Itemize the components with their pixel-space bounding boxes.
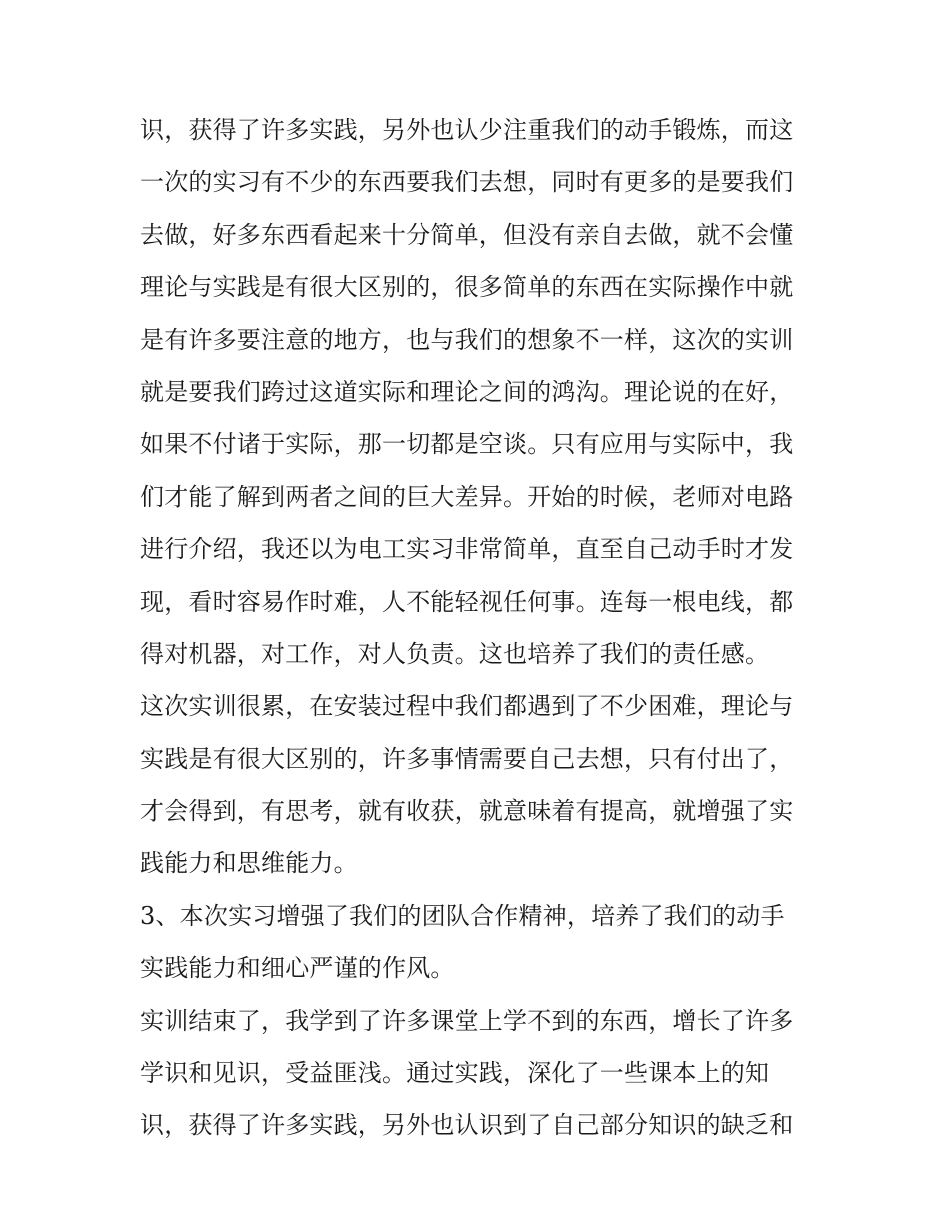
text-line: 践能力和思维能力。 <box>140 849 358 878</box>
text-line: 如果不付诸于实际，那一切都是空谈。只有应用与实际中，我 <box>140 430 794 459</box>
text-line: 识，获得了许多实践，另外也认少注重我们的动手锻炼，而这 <box>140 116 794 144</box>
text-line: 3、本次实习增强了我们的团队合作精神，培养了我们的动手 <box>140 901 785 930</box>
text-line: 去做，好多东西看起来十分简单，但没有亲自去做，就不会懂 <box>140 220 794 249</box>
text-line: 实训结束了，我学到了许多课堂上学不到的东西，增长了许多 <box>140 1006 794 1035</box>
text-line: 理论与实践是有很大区别的，很多简单的东西在实际操作中就 <box>140 273 794 302</box>
text-line: 就是要我们跨过这道实际和理论之间的鸿沟。理论说的在好， <box>140 377 794 406</box>
text-line: 这次实训很累，在安装过程中我们都遇到了不少困难，理论与 <box>140 692 794 721</box>
text-line: 才会得到，有思考，就有收获，就意味着有提高，就增强了实 <box>140 797 794 826</box>
text-line: 进行介绍，我还以为电工实习非常简单，直至自己动手时才发 <box>140 535 794 564</box>
text-line: 们才能了解到两者之间的巨大差异。开始的时候，老师对电路 <box>140 482 794 511</box>
text-line: 学识和见识，受益匪浅。通过实践，深化了一些课本上的知 <box>140 1059 770 1088</box>
text-line: 实践是有很大区别的，许多事情需要自己去想，只有付出了， <box>140 744 794 773</box>
text-line: 现，看时容易作时难，人不能轻视任何事。连每一根电线，都 <box>140 587 794 616</box>
text-line: 识，获得了许多实践，另外也认识到了自己部分知识的缺乏和 <box>140 1111 794 1140</box>
text-line: 得对机器，对工作，对人负责。这也培养了我们的责任感。 <box>140 639 770 668</box>
text-line: 实践能力和细心严谨的作风。 <box>140 954 455 983</box>
text-line: 一次的实习有不少的东西要我们去想，同时有更多的是要我们 <box>140 168 794 197</box>
body-text <box>140 104 830 1152</box>
text-line: 是有许多要注意的地方，也与我们的想象不一样，这次的实训 <box>140 325 794 354</box>
